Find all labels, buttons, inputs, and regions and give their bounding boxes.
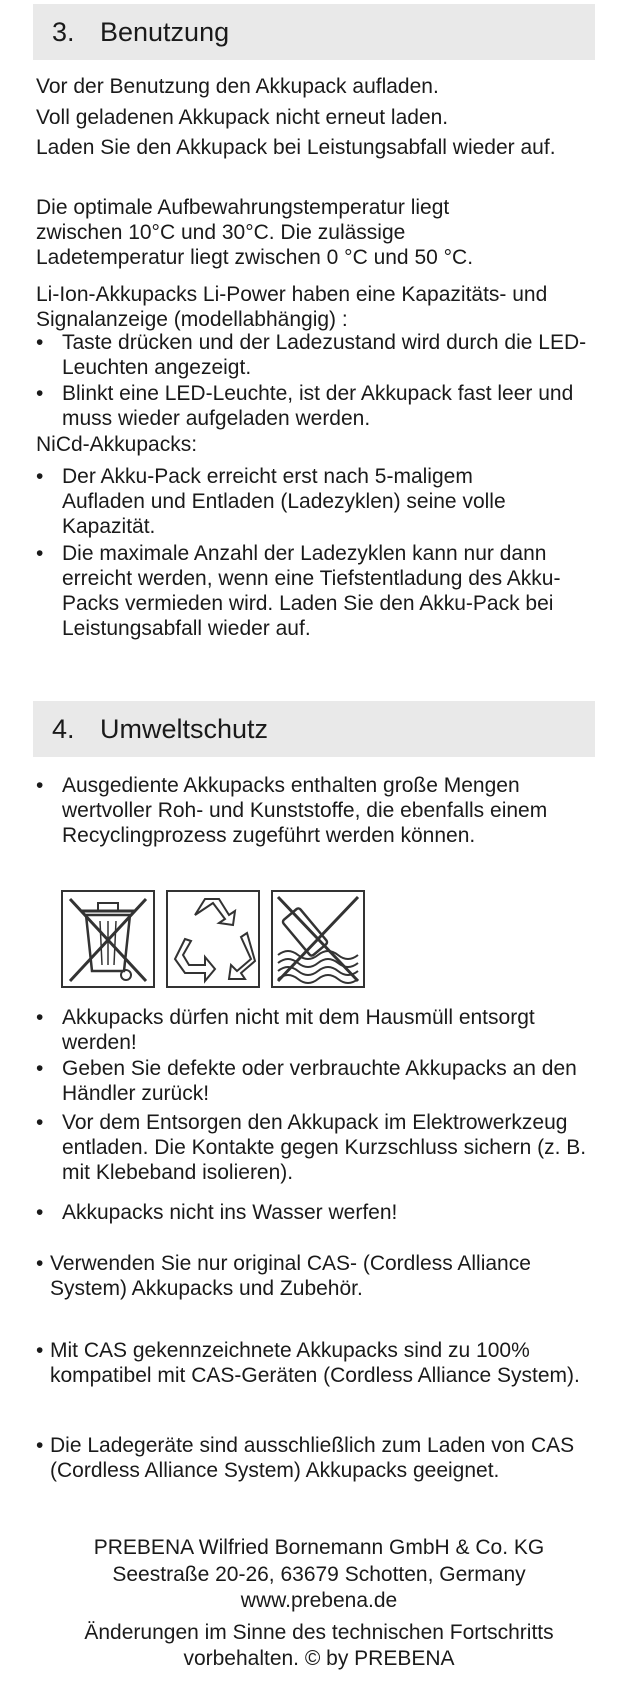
- no-water-disposal-icon: [270, 889, 366, 989]
- list-item: • Mit CAS gekennzeichnete Akkupacks sind zu 100% kompatibel mit CAS-Geräten (Cordless Alliance System).: [36, 1338, 611, 1388]
- footer-address: Seestraße 20-26, 63679 Schotten, Germany: [112, 1563, 526, 1586]
- paragraph-recharge-on-power-drop: Laden Sie den Akkupack bei Leistungsabfall wieder auf.: [36, 136, 556, 159]
- paragraph-storage-temperature: Die optimale Aufbewahrungstemperatur liegt zwischen 10°C und 30°C. Die zulässige Ladetemperatur liegt zwischen 0 °C und 50 °C.: [36, 196, 474, 269]
- footer-company: PREBENA Wilfried Bornemann GmbH & Co. KG: [93, 1536, 545, 1559]
- list-item: • Die maximale Anzahl der Ladezyklen kann nur dann erreicht werden, wenn eine Tiefstentladung des Akku-Packs vermieden wird. Laden Sie den Akku-Pack bei Leistungsabfall wieder auf.: [36, 541, 611, 641]
- crossed-out-bin-icon: [60, 889, 156, 989]
- nicd-label: NiCd-Akkupacks:: [36, 433, 198, 456]
- list-item: • Verwenden Sie nur original CAS- (Cordless Alliance System) Akkupacks und Zubehör.: [36, 1251, 536, 1301]
- footer-website: www.prebena.de: [240, 1589, 398, 1612]
- list-item: • Geben Sie defekte oder verbrauchte Akkupacks an den Händler zurück!: [36, 1056, 586, 1106]
- list-item: • Blinkt eine LED-Leuchte, ist der Akkupack fast leer und muss wieder aufgeladen werden.: [36, 381, 611, 431]
- list-item: • Die Ladegeräte sind ausschließlich zum Laden von CAS (Cordless Alliance System) Akkupacks geeignet.: [36, 1433, 611, 1483]
- section-title: Benutzung: [100, 17, 230, 47]
- list-item: • Der Akku-Pack erreicht erst nach 5-maligem Aufladen und Entladen (Ladezyklen) seine volle Kapazität.: [36, 464, 556, 539]
- recycling-icon: [165, 889, 261, 989]
- list-item: • Akkupacks dürfen nicht mit dem Hausmüll entsorgt werden!: [36, 1005, 611, 1055]
- paragraph-no-recharge-full: Voll geladenen Akkupack nicht erneut laden.: [36, 106, 449, 129]
- list-item: • Vor dem Entsorgen den Akkupack im Elektrowerkzeug entladen. Die Kontakte gegen Kurzschluss sichern (z. B. mit Klebeband isolieren).: [36, 1110, 606, 1185]
- footer-notice: Änderungen im Sinne des technischen Fortschritts vorbehalten. © by PREBENA: [84, 1621, 554, 1670]
- list-item: • Taste drücken und der Ladezustand wird durch die LED-Leuchten angezeigt.: [36, 330, 611, 380]
- section-heading-benutzung: [33, 4, 595, 60]
- section-number: 3.: [52, 17, 75, 47]
- list-item: • Akkupacks nicht ins Wasser werfen!: [36, 1200, 611, 1225]
- paragraph-liion-indicator: Li-Ion-Akkupacks Li-Power haben eine Kapazitäts- und Signalanzeige (modellabhängig) :: [36, 283, 548, 331]
- section-heading-umweltschutz: [33, 701, 595, 757]
- list-item: • Ausgediente Akkupacks enthalten große Mengen wertvoller Roh- und Kunststoffe, die ebenfalls einem Recyclingprozess zugeführt werden können.: [36, 773, 576, 848]
- paragraph-charge-before-use: Vor der Benutzung den Akkupack aufladen.: [36, 75, 439, 98]
- section-number: 4.: [52, 714, 75, 744]
- section-title: Umweltschutz: [100, 714, 269, 744]
